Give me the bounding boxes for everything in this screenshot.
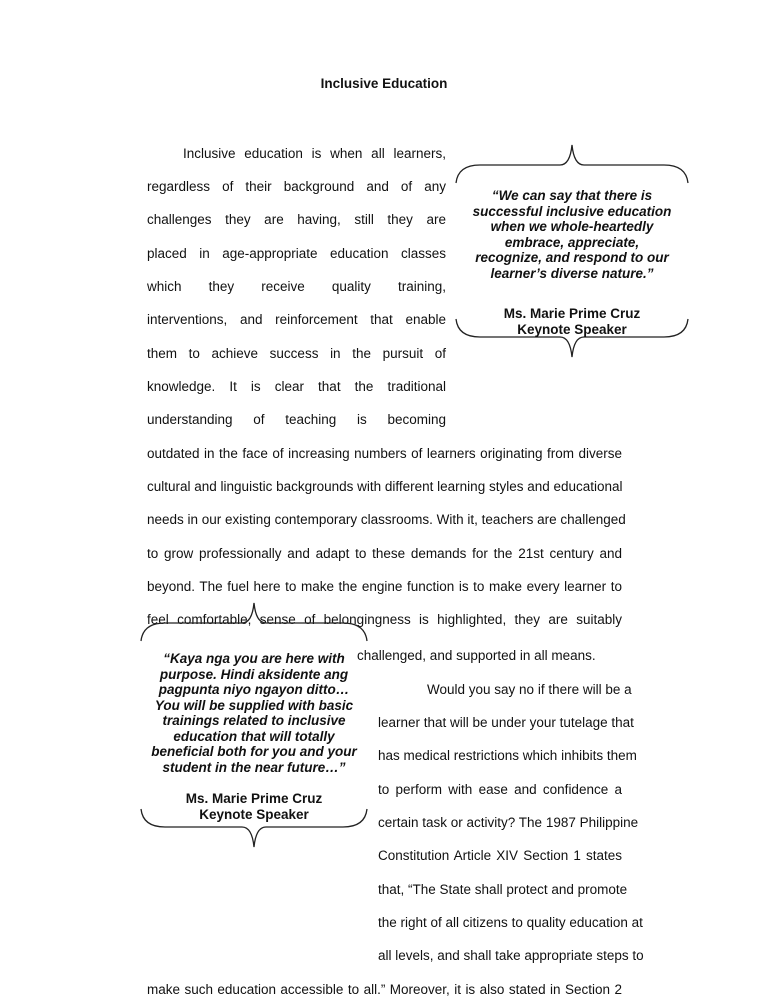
paragraph-line: certain task or activity? The 1987 Philippine bbox=[378, 815, 639, 830]
paragraph-line: beyond. The fuel here to make the engine function is to make every learner to bbox=[147, 579, 622, 594]
paragraph-line: regardless of their background and of any bbox=[147, 179, 446, 194]
speaker-name: Ms. Marie Prime Cruz bbox=[185, 791, 323, 806]
paragraph-line: to grow professionally and adapt to these demands for the 21st century and bbox=[147, 546, 622, 561]
paragraph-line: understanding of teaching is becoming bbox=[147, 412, 446, 427]
quote-text: “We can say that there is successful inclusive education when we whole-heartedly embrace, appreciate, recognize, and respond to our learner’s diverse nature.” bbox=[472, 188, 672, 281]
speaker-name: Ms. Marie Prime Cruz bbox=[503, 306, 641, 321]
paragraph-line: that, “The State shall protect and promote bbox=[378, 882, 628, 897]
paragraph-line: the right of all citizens to quality education at bbox=[378, 915, 643, 930]
paragraph-line: all levels, and shall take appropriate steps to bbox=[378, 948, 644, 963]
paragraph-line: knowledge. It is clear that the traditional bbox=[147, 379, 446, 394]
paragraph-line: outdated in the face of increasing numbers of learners originating from diverse bbox=[147, 446, 622, 461]
quote-text: “Kaya nga you are here with purpose. Hindi aksidente ang pagpunta niyo ngayon ditto… You will be supplied with basic trainings related to inclusive education that will totally beneficial both for you and your student in the near future…” bbox=[151, 651, 357, 775]
paragraph-line: which they receive quality training, bbox=[147, 279, 446, 294]
paragraph-line: needs in our existing contemporary classrooms. With it, teachers are challenged bbox=[147, 512, 626, 527]
paragraph-line: Would you say no if there will be a bbox=[427, 682, 632, 697]
paragraph-line: challenged, and supported in all means. bbox=[357, 648, 596, 663]
pull-quote-1 bbox=[452, 143, 692, 383]
paragraph-line: Constitution Article XIV Section 1 states bbox=[378, 848, 622, 863]
paragraph-line: Inclusive education is when all learners, bbox=[183, 146, 446, 161]
paragraph-line: placed in age-appropriate education classes bbox=[147, 246, 446, 261]
speaker-role: Keynote Speaker bbox=[199, 806, 309, 822]
document-title: Inclusive Education bbox=[320, 76, 448, 91]
paragraph-line: interventions, and reinforcement that enable bbox=[147, 312, 446, 327]
paragraph-line: challenges they are having, still they are bbox=[147, 212, 446, 227]
paragraph-line: make such education accessible to all.” Moreover, it is also stated in Section 2 bbox=[147, 982, 622, 997]
speaker-role: Keynote Speaker bbox=[517, 321, 627, 337]
paragraph-line: cultural and linguistic backgrounds with different learning styles and educational bbox=[147, 479, 623, 494]
pull-quote-2 bbox=[137, 601, 371, 861]
paragraph-line: to perform with ease and confidence a bbox=[378, 782, 622, 797]
paragraph-line: feel comfortable, sense of belongingness is highlighted, they are suitably bbox=[147, 612, 622, 627]
paragraph-line: learner that will be under your tutelage that bbox=[378, 715, 634, 730]
paragraph-line: them to achieve success in the pursuit of bbox=[147, 346, 446, 361]
paragraph-line: has medical restrictions which inhibits them bbox=[378, 748, 637, 763]
